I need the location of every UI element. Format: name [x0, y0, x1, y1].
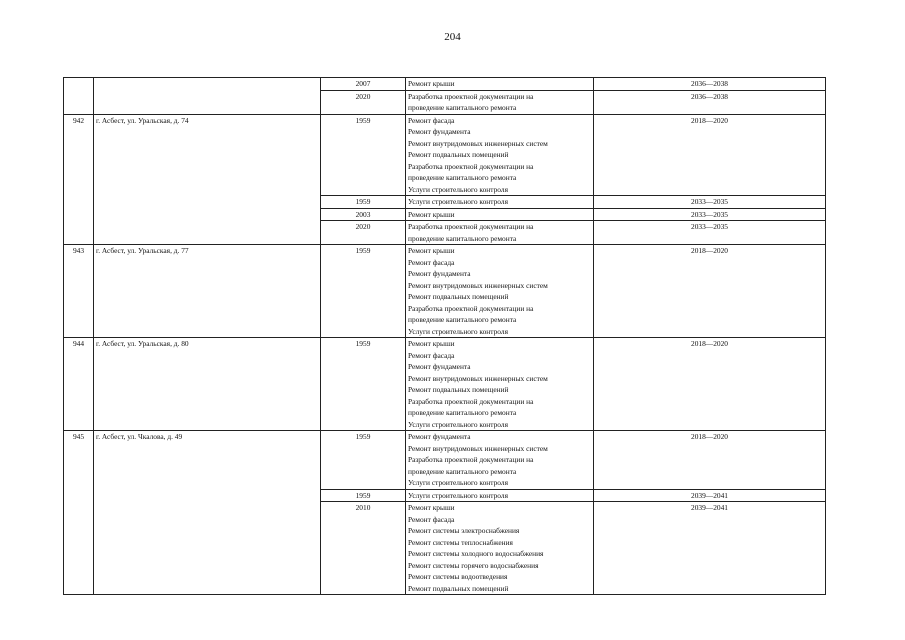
address-cell [94, 78, 321, 115]
work-item: Ремонт фасада [408, 257, 455, 267]
period-cell: 2018—2020 [594, 431, 826, 490]
year-cell: 2020 [321, 221, 406, 245]
period-cell: 2039—2041 [594, 502, 826, 595]
year-cell: 1959 [321, 431, 406, 490]
work-item: Ремонт фасада [408, 115, 455, 125]
works-cell [406, 502, 594, 595]
work-item: Ремонт фундамента [408, 432, 471, 441]
house-number-cell: 944 [64, 338, 94, 431]
year-cell: 2003 [321, 208, 406, 221]
period-cell: 2033—2035 [594, 208, 826, 221]
work-item: Услуги строительного контроля [408, 419, 508, 429]
table-row [64, 114, 826, 196]
works-cell [406, 338, 594, 431]
period-cell: 2018—2020 [594, 245, 826, 338]
work-item: Разработка проектной документации на [408, 396, 534, 406]
table-row [64, 431, 826, 490]
works-cell [406, 90, 594, 114]
work-item: Ремонт системы холодного водоснабжения [408, 549, 544, 558]
address-cell: г. Асбест, ул. Чкалова, д. 49 [94, 431, 321, 595]
work-item: Ремонт подвальных помещений [408, 150, 509, 159]
table-row [64, 78, 826, 91]
work-item: проведение капитального ремонта [408, 315, 517, 324]
work-item: Ремонт фасада [408, 350, 455, 360]
work-item: Услуги строительного контроля [408, 326, 508, 336]
work-item: Разработка проектной документации на [408, 161, 534, 171]
house-number-cell: 942 [64, 114, 94, 245]
work-item: Услуги строительного контроля [408, 478, 508, 487]
year-cell: 1959 [321, 338, 406, 431]
work-item: Ремонт фундамента [408, 127, 471, 136]
house-number-cell: 945 [64, 431, 94, 595]
works-cell [406, 78, 594, 91]
house-number-cell [64, 78, 94, 115]
year-cell: 1959 [321, 196, 406, 209]
work-item: Ремонт внутридомовых инженерных систем [408, 373, 548, 383]
work-item: Разработка проектной документации на [408, 222, 534, 231]
work-item: Ремонт крыши [408, 339, 455, 348]
year-cell: 2020 [321, 90, 406, 114]
works-cell [406, 245, 594, 338]
work-item: Ремонт подвальных помещений [408, 583, 509, 593]
period-cell: 2039—2041 [594, 489, 826, 502]
period-cell: 2018—2020 [594, 338, 826, 431]
address-cell: г. Асбест, ул. Уральская, д. 77 [94, 245, 321, 338]
year-cell: 1959 [321, 114, 406, 196]
work-item: Услуги строительного контроля [408, 197, 508, 206]
work-item: Ремонт системы водоотведения [408, 572, 508, 581]
year-cell: 2007 [321, 78, 406, 91]
work-item: Услуги строительного контроля [408, 184, 508, 194]
work-item: Ремонт внутридомовых инженерных систем [408, 138, 548, 148]
work-item: Ремонт крыши [408, 209, 455, 219]
table-row [64, 245, 826, 338]
page-number: 204 [444, 31, 461, 43]
work-item: Разработка проектной документации на [408, 455, 534, 464]
work-item: Ремонт внутридомовых инженерных систем [408, 443, 548, 453]
table-row [64, 338, 826, 431]
work-item: Ремонт крыши [408, 503, 455, 512]
work-item: проведение капитального ремонта [408, 466, 517, 476]
works-cell [406, 114, 594, 196]
works-cell [406, 431, 594, 490]
works-cell [406, 208, 594, 221]
works-cell [406, 196, 594, 209]
year-cell: 1959 [321, 245, 406, 338]
work-item: проведение капитального ремонта [408, 173, 517, 182]
work-item: Ремонт подвальных помещений [408, 292, 509, 301]
work-item: Услуги строительного контроля [408, 490, 508, 500]
work-item: Ремонт системы электроснабжения [408, 526, 520, 535]
works-cell [406, 221, 594, 245]
period-cell: 2033—2035 [594, 221, 826, 245]
work-item: Ремонт внутридомовых инженерных систем [408, 280, 548, 290]
period-cell: 2033—2035 [594, 196, 826, 209]
work-item: Ремонт фасада [408, 514, 455, 524]
work-item: Разработка проектной документации на [408, 91, 534, 101]
work-item: проведение капитального ремонта [408, 408, 517, 417]
address-cell: г. Асбест, ул. Уральская, д. 74 [94, 114, 321, 245]
capital-repair-table [63, 77, 826, 595]
address-cell: г. Асбест, ул. Уральская, д. 80 [94, 338, 321, 431]
work-item: Ремонт системы теплоснабжения [408, 537, 513, 547]
year-cell: 2010 [321, 502, 406, 595]
table-body [64, 78, 826, 595]
work-item: Ремонт крыши [408, 79, 455, 88]
period-cell: 2036—2038 [594, 78, 826, 91]
work-item: Ремонт подвальных помещений [408, 385, 509, 394]
work-item: Ремонт фундамента [408, 269, 471, 278]
work-item: Ремонт фундамента [408, 362, 471, 371]
works-cell [406, 489, 594, 502]
work-item: Ремонт системы горячего водоснабжения [408, 560, 539, 570]
year-cell: 1959 [321, 489, 406, 502]
work-item: проведение капитального ремонта [408, 233, 517, 243]
period-cell: 2036—2038 [594, 90, 826, 114]
work-item: проведение капитального ремонта [408, 103, 517, 112]
period-cell: 2018—2020 [594, 114, 826, 196]
house-number-cell: 943 [64, 245, 94, 338]
work-item: Ремонт крыши [408, 246, 455, 255]
work-item: Разработка проектной документации на [408, 303, 534, 313]
